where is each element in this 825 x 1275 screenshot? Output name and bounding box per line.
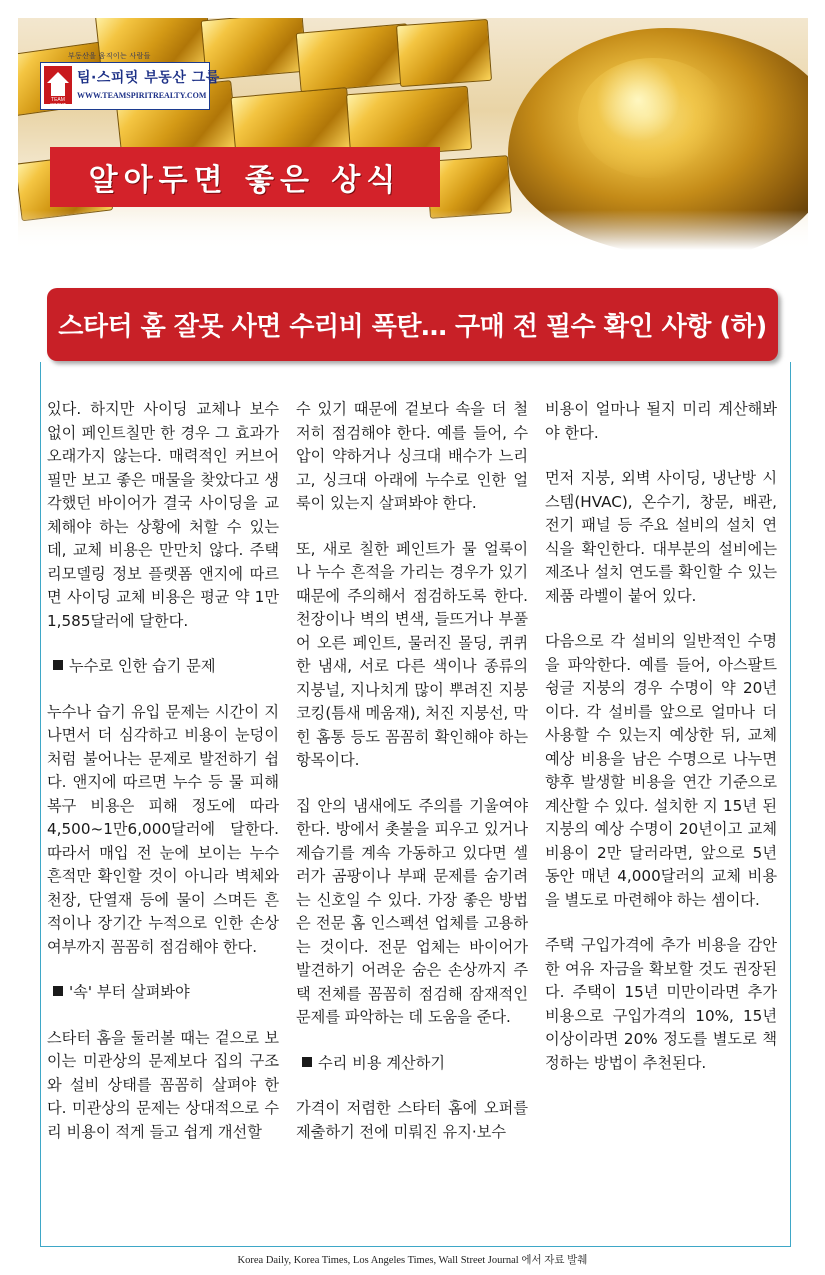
subheading-text: '속' 부터 살펴봐야 <box>69 983 190 1001</box>
subheading-text: 수리 비용 계산하기 <box>318 1053 446 1072</box>
logo-website: WWW.TEAMSPIRITREALTY.COM <box>77 91 207 100</box>
paragraph: 있다. 하지만 사이딩 교체나 보수 없이 페인트칠만 한 경우 그 효과가 오래가지 않는다. 매력적인 커브어필만 보고 좋은 매물을 찾았다고 생각했던 바이어가 결국 사이딩을 교체해야 하는 상황에 처할 수 있는데, 교체 비용은 만만치 않다. 주택 리모델링 정보 플랫폼 앤지에 따르면 사이딩 교체 비용은 평균 약 1만1,585달러에 달한다. <box>47 400 279 630</box>
subheading <box>47 655 279 679</box>
gold-nugget-highlight <box>578 58 728 178</box>
banner-fade <box>18 210 808 250</box>
article-column-1 <box>47 398 279 1166</box>
paragraph: 누수나 습기 유입 문제는 시간이 지나면서 더 심각하고 비용이 눈덩이처럼 불어나는 문제로 발전하기 쉽다. 앤지에 따르면 누수 등 물 피해 복구 비용은 피해 정도에 따라 4,500~1만6,000달러에 달한다. 따라서 매입 전 눈에 보이는 누수 흔적만 확인할 것이 아니라 벽체와 천장, 단열재 등에 물이 스며든 흔적이나 장기간 누적으로 인한 손상 여부까지 꼼꼼히 점검해야 한다. <box>47 702 279 956</box>
logo-company-name: 팀·스피릿 부동산 그룹 <box>77 70 220 86</box>
headline-bar <box>47 288 778 361</box>
paragraph: 비용이 얼마나 될지 미리 계산해봐야 한다. <box>545 400 777 442</box>
logo-mark-text: TEAM SPIRIT <box>49 97 67 109</box>
article-column-2 <box>296 398 528 1166</box>
logo-tagline: 부동산을 움직이는 사람들 <box>68 52 151 60</box>
subheading <box>296 1052 528 1076</box>
paragraph: 주택 구입가격에 추가 비용을 감안한 여유 자금을 확보할 것도 권장된다. 주택이 15년 미만이라면 추가 비용으로 구입가격의 10%, 15년 이상이라면 20% 정도를 별도로 책정하는 방법이 추천된다. <box>545 936 777 1072</box>
paragraph: 먼저 지붕, 외벽 사이딩, 냉난방 시스템(HVAC), 온수기, 창문, 배관, 전기 패널 등 주요 설비의 설치 연식을 확인한다. 대부분의 설비에는 제조나 설치 연도를 확인할 수 있는 제품 라벨이 붙어 있다. <box>545 469 777 605</box>
paragraph: 또, 새로 칠한 페인트가 물 얼룩이나 누수 흔적을 가리는 경우가 있기 때문에 주의해서 점검하도록 한다. 천장이나 벽의 변색, 들뜨거나 부풀어 오른 페인트, 물러진 몰딩, 퀴퀴한 냄새, 서로 다른 색이나 종류의 지붕널, 지나치게 많이 뿌려진 지붕 코킹(틈새 메움재), 처진 지붕선, 막힌 홈통 등도 꼼꼼히 확인해야 하는 항목이다. <box>296 539 528 769</box>
article-headline: 스타터 홈 잘못 사면 수리비 폭탄… 구매 전 필수 확인 사항 (하) <box>58 312 767 342</box>
square-bullet-icon <box>53 660 63 670</box>
subheading <box>47 981 279 1005</box>
square-bullet-icon <box>53 986 63 996</box>
paragraph: 수 있기 때문에 겉보다 속을 더 철저히 점검해야 한다. 예를 들어, 수압이 약하거나 싱크대 배수가 느리고, 싱크대 아래에 누수로 인한 얼룩이 있는지 살펴봐야 한다. <box>296 400 528 512</box>
source-credit: Korea Daily, Korea Times, Los Angeles Times, Wall Street Journal 에서 자료 발췌 <box>237 1255 588 1266</box>
square-bullet-icon <box>302 1057 312 1067</box>
paragraph: 다음으로 각 설비의 일반적인 수명을 파악한다. 예를 들어, 아스팔트 슁글 지붕의 경우 수명이 약 20년이다. 각 설비를 앞으로 얼마나 더 사용할 수 있는지 예상한 뒤, 교체 예상 비용을 남은 수명으로 나누면 향후 발생할 비용을 연간 기준으로 계산할 수 있다. 설치한 지 15년 된 지붕의 예상 수명이 20년이고 교체 비용이 2만 달러라면, 앞으로 5년 동안 매년 4,000달러의 교체 비용을 별도로 마련해야 하는 셈이다. <box>545 632 777 909</box>
paragraph: 스타터 홈을 둘러볼 때는 겉으로 보이는 미관상의 문제보다 집의 구조와 설비 상태를 꼼꼼히 살펴야 한다. 미관상의 문제는 상대적으로 수리 비용이 적게 들고 쉽게 개선할 <box>47 1028 279 1141</box>
company-logo <box>40 62 220 110</box>
section-label: 알아두면 좋은 상식 <box>50 147 440 207</box>
gold-bar-image <box>396 19 492 87</box>
article-column-3 <box>545 398 777 1097</box>
subheading-text: 누수로 인한 습기 문제 <box>69 657 216 675</box>
house-logo-icon <box>44 66 72 109</box>
paragraph: 집 안의 냄새에도 주의를 기울여야 한다. 방에서 촛불을 피우고 있거나 제습기를 계속 가동하고 있다면 셀러가 곰팡이나 부패 문제를 숨기려는 신호일 수 있다. 가장 좋은 방법은 전문 홈 인스펙션 업체를 고용하는 것이다. 전문 업체는 바이어가 발견하기 어려운 숨은 손상까지 주택 전체를 꼼꼼히 점검해 잠재적인 문제를 파악하는 데 도움을 준다. <box>296 796 528 1026</box>
paragraph: 가격이 저렴한 스타터 홈에 오퍼를 제출하기 전에 미뤄진 유지·보수 <box>296 1099 528 1141</box>
gold-bar-image <box>296 23 413 93</box>
